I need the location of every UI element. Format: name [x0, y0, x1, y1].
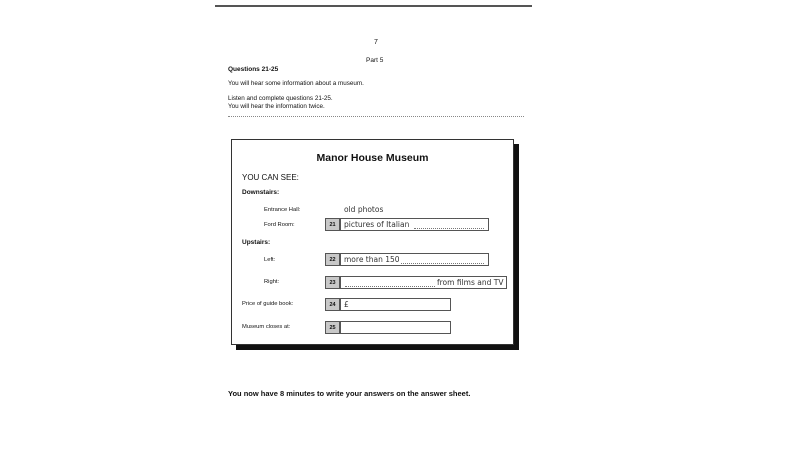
- entrance-hall-value: old photos: [344, 205, 384, 214]
- upstairs-heading: Upstairs:: [242, 239, 271, 246]
- instruction-text-2: You will hear the information twice.: [228, 103, 325, 110]
- page-number: 7: [374, 39, 378, 46]
- right-label: Right:: [264, 279, 280, 285]
- you-can-see-heading: YOU CAN SEE:: [242, 173, 299, 182]
- question-number-24: 24: [325, 298, 340, 311]
- question-number-22: 22: [325, 253, 340, 266]
- answer-field-21[interactable]: [340, 218, 489, 231]
- answer-field-24[interactable]: [340, 298, 451, 311]
- answer-22-prefix: more than 150: [344, 255, 400, 264]
- dotted-separator: [228, 116, 524, 117]
- entrance-hall-label: Entrance Hall:: [264, 207, 301, 213]
- guide-book-price-label: Price of guide book:: [242, 301, 294, 307]
- answer-21-blank: [414, 228, 484, 229]
- closing-time-label: Museum closes at:: [242, 324, 291, 330]
- ford-room-label: Ford Room:: [264, 222, 295, 228]
- answer-22-blank: [401, 263, 484, 264]
- answer-field-23[interactable]: [340, 276, 507, 289]
- top-rule: [215, 5, 532, 7]
- answer-21-prefix: pictures of Italian: [344, 220, 410, 229]
- answer-field-22[interactable]: [340, 253, 489, 266]
- instruction-text-1: Listen and complete questions 21-25.: [228, 95, 333, 102]
- form-title: Manor House Museum: [316, 152, 429, 164]
- answer-23-blank: [345, 286, 435, 287]
- part-heading: Part 5: [366, 57, 384, 64]
- intro-text: You will hear some information about a museum.: [228, 80, 364, 87]
- question-number-21: 21: [325, 218, 340, 231]
- questions-title: Questions 21-25: [228, 66, 279, 73]
- downstairs-heading: Downstairs:: [242, 189, 280, 196]
- answer-24-prefix: £: [344, 300, 349, 309]
- left-label: Left:: [264, 257, 276, 263]
- answer-field-25[interactable]: [340, 321, 451, 334]
- answer-23-suffix: from films and TV: [437, 278, 504, 287]
- museum-form: [231, 139, 514, 345]
- footer-instruction: You now have 8 minutes to write your answers on the answer sheet.: [228, 389, 471, 398]
- question-number-25: 25: [325, 321, 340, 334]
- question-number-23: 23: [325, 276, 340, 289]
